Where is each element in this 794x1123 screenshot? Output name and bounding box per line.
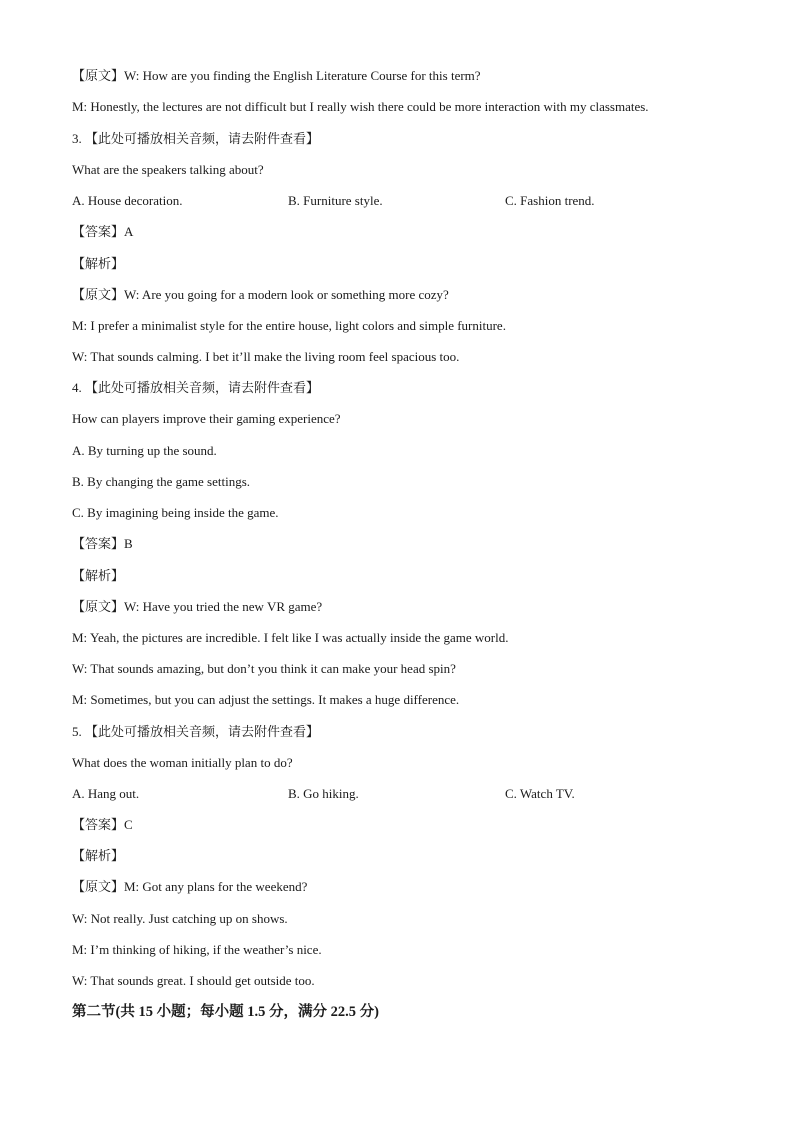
q5-analysis: 【解析】: [72, 848, 125, 863]
q3-option-b: B. Furniture style.: [288, 193, 383, 208]
q5-option-c: C. Watch TV.: [505, 786, 575, 801]
q5-option-b: B. Go hiking.: [288, 786, 359, 801]
q2-script-line: M: Honestly, the lectures are not difficult but I really wish there could be more interaction with my classmates.: [72, 99, 649, 114]
q4-answer: 【答案】B: [72, 536, 133, 551]
q3-option-a: A. House decoration.: [72, 193, 183, 208]
q2-script-line: 【原文】W: How are you finding the English Literature Course for this term?: [72, 68, 481, 83]
q3-analysis: 【解析】: [72, 256, 125, 271]
q4-option-b: B. By changing the game settings.: [72, 474, 251, 489]
q5-header: 5. 【此处可播放相关音频，请去附件查看】: [72, 724, 320, 739]
section-2-title: 第二节(共 15 小题；每小题 1.5 分，满分 22.5 分): [72, 1004, 379, 1020]
q3-option-c: C. Fashion trend.: [505, 193, 595, 208]
q4-script-line: 【原文】W: Have you tried the new VR game?: [72, 599, 323, 614]
q3-answer: 【答案】A: [72, 224, 134, 239]
q4-question: How can players improve their gaming experience?: [72, 411, 341, 426]
q5-script-line: 【原文】M: Got any plans for the weekend?: [72, 879, 308, 894]
q5-script-line: W: That sounds great. I should get outside too.: [72, 973, 315, 988]
q3-script-line: W: That sounds calming. I bet it’ll make the living room feel spacious too.: [72, 349, 460, 364]
q5-script-line: M: I’m thinking of hiking, if the weather’s nice.: [72, 942, 322, 957]
q3-question: What are the speakers talking about?: [72, 162, 264, 177]
q4-option-c: C. By imagining being inside the game.: [72, 505, 279, 520]
q4-header: 4. 【此处可播放相关音频，请去附件查看】: [72, 380, 320, 395]
q5-answer: 【答案】C: [72, 817, 133, 832]
q3-header: 3. 【此处可播放相关音频，请去附件查看】: [72, 131, 320, 146]
q4-option-a: A. By turning up the sound.: [72, 443, 217, 458]
q4-analysis: 【解析】: [72, 568, 125, 583]
q3-script-line: 【原文】W: Are you going for a modern look or something more cozy?: [72, 287, 449, 302]
q3-script-line: M: I prefer a minimalist style for the entire house, light colors and simple furniture.: [72, 318, 506, 333]
q4-script-line: M: Sometimes, but you can adjust the settings. It makes a huge difference.: [72, 692, 460, 707]
q4-script-line: M: Yeah, the pictures are incredible. I felt like I was actually inside the game world.: [72, 630, 509, 645]
q5-option-a: A. Hang out.: [72, 786, 140, 801]
q5-question: What does the woman initially plan to do?: [72, 755, 293, 770]
q5-script-line: W: Not really. Just catching up on shows.: [72, 911, 288, 926]
q4-script-line: W: That sounds amazing, but don’t you think it can make your head spin?: [72, 661, 456, 676]
